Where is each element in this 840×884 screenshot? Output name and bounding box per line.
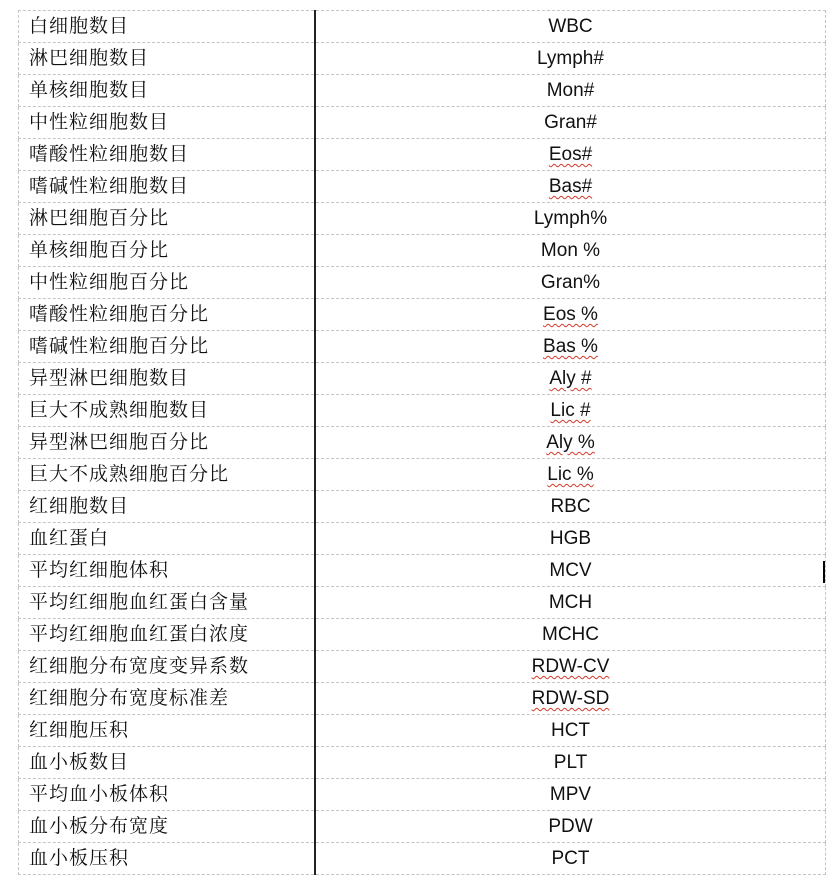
parameter-name: 血小板压积 [29,847,130,869]
parameter-name-cell[interactable] [19,203,316,235]
table-row [19,267,826,299]
table-row [19,107,826,139]
table-row [19,619,826,651]
table-row [19,139,826,171]
parameter-code-cell[interactable] [315,363,826,395]
parameter-name: 血小板数目 [29,751,130,773]
parameter-name: 巨大不成熟细胞数目 [29,399,210,421]
parameter-code-cell[interactable] [315,811,826,843]
parameter-code-cell[interactable] [315,747,826,779]
table-row [19,203,826,235]
parameter-name-cell[interactable] [19,11,316,43]
parameter-name: 单核细胞数目 [29,79,150,101]
parameter-name-cell[interactable] [19,619,316,651]
table-row [19,11,826,43]
table-row [19,555,826,587]
parameter-name-cell[interactable] [19,683,316,715]
parameter-name: 红细胞压积 [29,719,130,741]
parameter-name: 平均血小板体积 [29,783,170,805]
parameter-code-cell[interactable] [315,587,826,619]
parameter-code-cell[interactable] [315,267,826,299]
parameter-code: Mon# [546,80,595,101]
parameter-name: 单核细胞百分比 [29,239,170,261]
parameter-name: 血小板分布宽度 [29,815,170,837]
parameter-code: RDW-SD [531,688,610,709]
table-row [19,43,826,75]
parameter-name: 嗜碱性粒细胞百分比 [29,335,210,357]
parameter-name-cell[interactable] [19,427,316,459]
table-row [19,299,826,331]
parameter-code-cell[interactable] [315,395,826,427]
table-row [19,715,826,747]
parameter-code: RDW-CV [531,656,610,677]
parameter-name-cell[interactable] [19,811,316,843]
table-row [19,459,826,491]
table-row [19,363,826,395]
parameter-code: Lymph# [537,48,604,69]
parameter-code: PDW [548,816,593,837]
parameter-code-cell[interactable] [315,235,826,267]
table-row [19,651,826,683]
parameter-name-cell[interactable] [19,523,316,555]
parameter-name-cell[interactable] [19,491,316,523]
parameter-name-cell[interactable] [19,299,316,331]
parameter-code: Aly % [546,432,595,453]
parameter-name-cell[interactable] [19,651,316,683]
parameter-code: MPV [549,784,592,805]
parameter-code: Lic # [550,400,591,421]
table-row [19,523,826,555]
parameter-code-cell[interactable] [315,459,826,491]
table-row [19,843,826,875]
parameter-code: PLT [553,752,588,773]
parameter-code-cell[interactable] [315,203,826,235]
parameter-name-cell[interactable] [19,779,316,811]
parameter-code-cell[interactable] [315,299,826,331]
table-row [19,811,826,843]
table-row [19,75,826,107]
parameter-code: PCT [551,848,590,869]
table-row [19,683,826,715]
parameter-name: 中性粒细胞百分比 [29,271,190,293]
parameter-code-cell[interactable] [315,523,826,555]
table-body [19,11,826,875]
table-row [19,171,826,203]
parameter-name: 淋巴细胞百分比 [29,207,170,229]
parameter-code: Gran# [544,112,597,133]
parameter-name-cell[interactable] [19,267,316,299]
parameter-name-cell[interactable] [19,747,316,779]
parameter-name: 异型淋巴细胞百分比 [29,431,210,453]
parameter-code-cell[interactable] [315,555,826,587]
parameter-code: Eos# [548,144,593,165]
parameter-name: 巨大不成熟细胞百分比 [29,463,230,485]
parameter-code: Eos % [543,304,598,325]
parameter-code: Gran% [540,272,601,293]
parameter-name-cell[interactable] [19,43,316,75]
parameter-code-cell[interactable] [315,843,826,875]
table-row [19,491,826,523]
parameter-name: 血红蛋白 [29,527,110,549]
parameter-code: MCV [549,560,592,581]
parameter-code-cell[interactable] [315,715,826,747]
parameter-code: Bas# [548,176,593,197]
parameter-code-cell[interactable] [315,107,826,139]
parameter-code-cell[interactable] [315,619,826,651]
parameter-name-cell[interactable] [19,363,316,395]
parameter-code-cell[interactable] [315,683,826,715]
table-row [19,779,826,811]
parameter-name-cell[interactable] [19,139,316,171]
parameter-name: 嗜酸性粒细胞数目 [29,143,190,165]
parameter-name-cell[interactable] [19,75,316,107]
parameter-name: 异型淋巴细胞数目 [29,367,190,389]
parameter-name-cell[interactable] [19,235,316,267]
parameter-name-cell[interactable] [19,459,316,491]
parameter-code: Lic % [547,464,594,485]
parameter-code: HGB [549,528,592,549]
document-table [18,10,826,875]
table-row [19,747,826,779]
table-row [19,395,826,427]
parameter-code: MCHC [542,624,599,645]
parameter-name: 平均红细胞血红蛋白含量 [29,591,250,613]
parameter-code-cell[interactable] [315,171,826,203]
parameter-code-cell[interactable] [315,139,826,171]
parameter-code-cell[interactable] [315,427,826,459]
parameter-code: HCT [550,720,591,741]
parameter-code: Aly # [549,368,592,389]
parameter-name: 中性粒细胞数目 [29,111,170,133]
parameter-code: RBC [550,496,591,517]
parameter-name: 红细胞数目 [29,495,130,517]
parameter-name-cell[interactable] [19,171,316,203]
parameter-name: 嗜酸性粒细胞百分比 [29,303,210,325]
parameter-name-cell[interactable] [19,331,316,363]
parameter-code-cell[interactable] [315,651,826,683]
parameter-code-cell[interactable] [315,331,826,363]
parameter-name-cell[interactable] [19,395,316,427]
parameter-code: Mon % [540,240,601,261]
parameter-name: 红细胞分布宽度变异系数 [29,655,250,677]
parameter-name: 平均红细胞体积 [29,559,170,581]
parameter-code-cell[interactable] [315,43,826,75]
parameter-name-cell[interactable] [19,843,316,875]
table-row [19,235,826,267]
text-cursor [823,561,825,583]
parameter-code-cell[interactable] [315,491,826,523]
parameter-name-cell[interactable] [19,715,316,747]
parameter-name-cell[interactable] [19,587,316,619]
parameter-code: WBC [548,16,593,37]
parameter-name: 嗜碱性粒细胞数目 [29,175,190,197]
parameter-code: MCH [548,592,593,613]
parameter-code: Bas % [543,336,598,357]
parameter-code-cell[interactable] [315,75,826,107]
table-row [19,331,826,363]
parameter-name-cell[interactable] [19,107,316,139]
parameter-name: 白细胞数目 [29,15,130,37]
parameter-code: Lymph% [533,208,608,229]
parameter-code-cell[interactable] [315,11,826,43]
parameter-name: 平均红细胞血红蛋白浓度 [29,623,250,645]
table-row [19,587,826,619]
parameter-name: 淋巴细胞数目 [29,47,150,69]
parameter-name-cell[interactable] [19,555,316,587]
table-row [19,427,826,459]
parameter-name: 红细胞分布宽度标准差 [29,687,230,709]
parameter-code-cell[interactable] [315,779,826,811]
